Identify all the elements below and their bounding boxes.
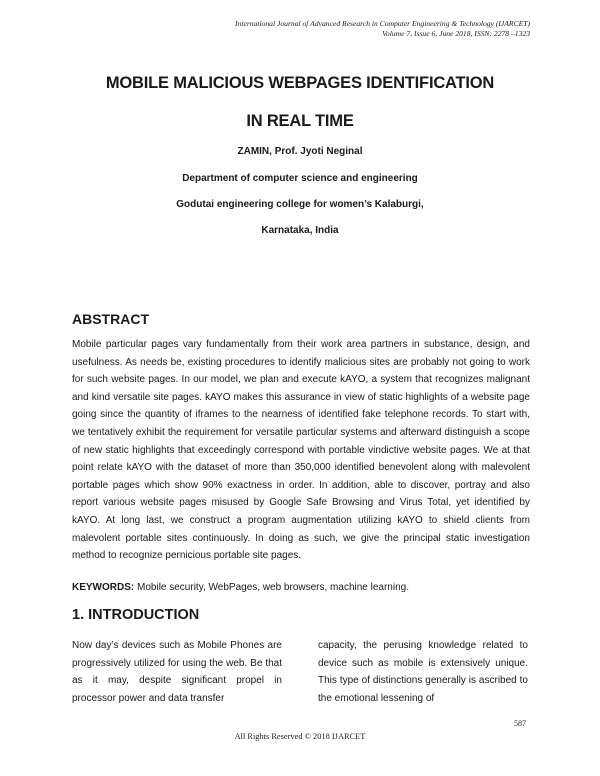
- paper-title-line2: IN REAL TIME: [246, 112, 354, 130]
- college: Godutai engineering college for women’s Kalaburgi,: [176, 199, 424, 210]
- journal-volume: Volume 7, Issue 6, June 2018, ISSN: 2278 –1323: [382, 28, 530, 38]
- department: Department of computer science and engineering: [182, 173, 418, 184]
- footer-copyright: All Rights Reserved © 2018 IJARCET: [234, 732, 366, 741]
- authors: ZAMIN, Prof. Jyoti Neginal: [237, 146, 363, 157]
- page-number: 587: [514, 719, 526, 728]
- location: Karnataka, India: [261, 225, 339, 236]
- keywords-text: Mobile security, WebPages, web browsers, machine learning.: [134, 582, 409, 593]
- abstract-body: Mobile particular pages vary fundamentally from their work area partners in substance, design, and usefulness. As needs be, existing procedures to identify malicious sites are probably not going to work for such website pages. In our model, we plan and execute kAYO, a system that recognizes malignant and kind versatile site pages. kAYO makes this assurance in view of static highlights of a website page going since the quantity of iframes to the nearness of identified fake telephone records. To start with, we tentatively exhibit the requirement for versatile particular systems and afterward distinguish a scope of new static highlights that exceedingly correspond with portable vindictive website pages. We at that point relate kAYO with the dataset of more than 350,000 identified benevolent along with malevolent portable pages which show 90% exactness in order. In addition, able to discover, portray and also report various website pages misused by Google Safe Browsing and Virus Total, yet identified by kAYO. At long last, we construct a program augmentation utilizing kAYO to shield clients from malevolent portable sites continuously. In doing as such, we give the principal static investigation method to recognize pernicious portable site pages.: [72, 339, 530, 562]
- journal-name: International Journal of Advanced Research in Computer Engineering & Technology (IJARCET): [235, 19, 530, 28]
- keywords: [72, 582, 409, 593]
- introduction-left-column: Now day’s devices such as Mobile Phones are progressively utilized for using the web. Be that as it may, despite significant propel in processor power and data transfer: [72, 640, 282, 704]
- introduction-heading: 1. INTRODUCTION: [72, 607, 200, 623]
- keywords-label: KEYWORDS:: [72, 582, 135, 593]
- paper-title-line1: MOBILE MALICIOUS WEBPAGES IDENTIFICATION: [105, 74, 495, 92]
- abstract-heading: ABSTRACT: [72, 311, 149, 327]
- introduction-right-column: capacity, the perusing knowledge related to device such as mobile is extensively unique. This type of distinctions generally is ascribed to the emotional lessening of: [318, 640, 528, 704]
- journal-header: [235, 19, 530, 38]
